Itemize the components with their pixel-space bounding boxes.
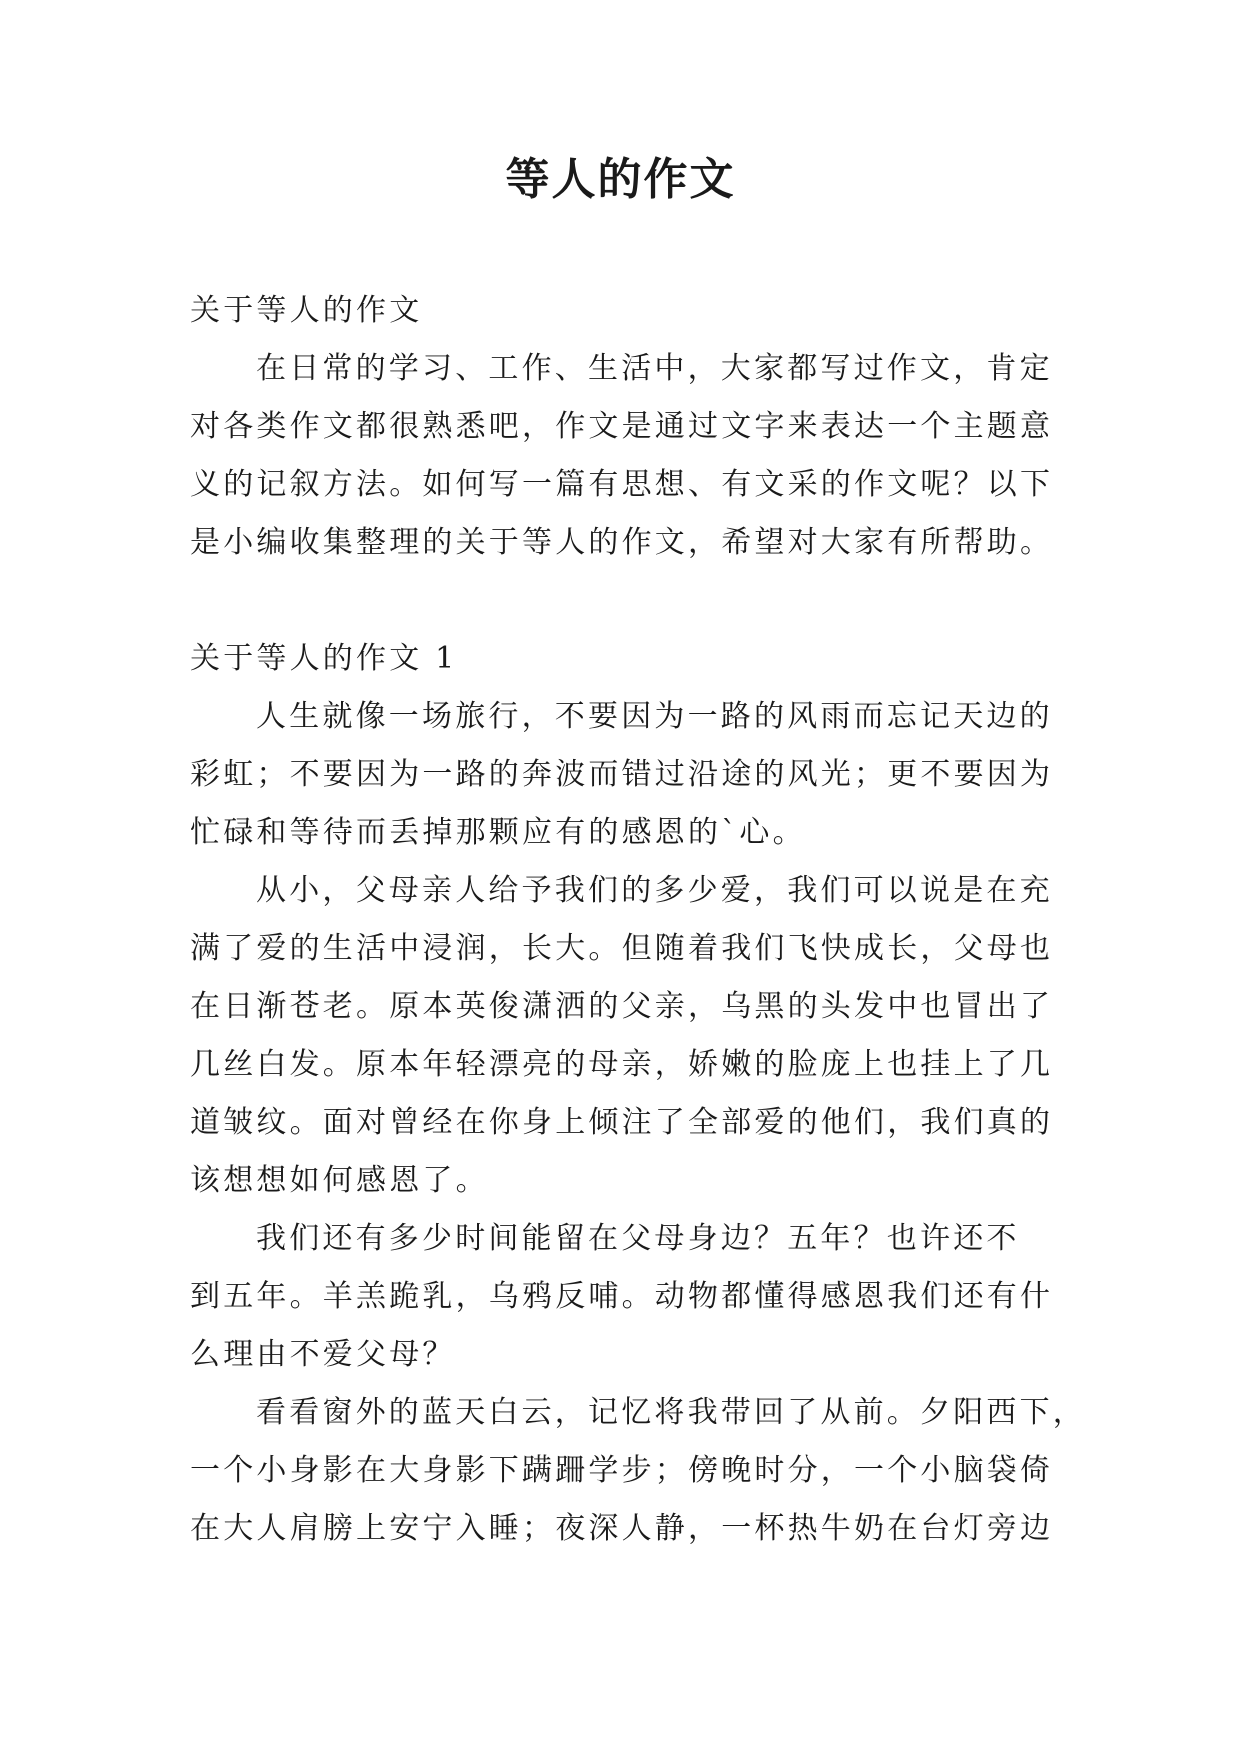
paragraph-line: 一个小身影在大身影下蹒跚学步；傍晚时分，一个小脑袋倚	[190, 1453, 1054, 1488]
paragraph-line: 在大人肩膀上安宁入睡；夜深人静，一杯热牛奶在台灯旁边	[190, 1511, 1054, 1546]
paragraph-line: 在日常的学习、工作、生活中，大家都写过作文，肯定	[256, 351, 1053, 386]
paragraph-line: 在日渐苍老。原本英俊潇洒的父亲，乌黑的头发中也冒出了	[190, 989, 1054, 1024]
paragraph-line: 是小编收集整理的关于等人的作文，希望对大家有所帮助。	[190, 525, 1054, 560]
paragraph-line: 义的记叙方法。如何写一篇有思想、有文采的作文呢？以下	[190, 467, 1054, 502]
section-heading: 关于等人的作文	[190, 293, 423, 328]
document-body	[190, 282, 1086, 1558]
paragraph-line: 几丝白发。原本年轻漂亮的母亲，娇嫩的脸庞上也挂上了几	[190, 1047, 1054, 1082]
paragraph-line: 从小，父母亲人给予我们的多少爱，我们可以说是在充	[256, 873, 1053, 908]
paragraph-line: 到五年。羊羔跪乳，乌鸦反哺。动物都懂得感恩我们还有什	[190, 1279, 1054, 1314]
paragraph-spacer	[190, 572, 1050, 630]
document-title: 等人的作文	[505, 154, 736, 205]
paragraph-line: 满了爱的生活中浸润，长大。但随着我们飞快成长，父母也	[190, 931, 1054, 966]
paragraph-line: 道皱纹。面对曾经在你身上倾注了全部爱的他们，我们真的	[190, 1105, 1054, 1140]
paragraph-line: 彩虹；不要因为一路的奔波而错过沿途的风光；更不要因为	[190, 757, 1054, 792]
paragraph-line: 对各类作文都很熟悉吧，作文是通过文字来表达一个主题意	[190, 409, 1054, 444]
paragraph-line: 看看窗外的蓝天白云，记忆将我带回了从前。夕阳西下，	[256, 1395, 1086, 1430]
section-heading: 关于等人的作文 1	[190, 641, 458, 676]
paragraph-line: 忙碌和等待而丢掉那颗应有的感恩的`心。	[190, 815, 806, 850]
paragraph-line: 我们还有多少时间能留在父母身边？五年？也许还不	[256, 1221, 1020, 1256]
paragraph-line: 人生就像一场旅行，不要因为一路的风雨而忘记天边的	[256, 699, 1053, 734]
paragraph-line: 么理由不爱父母？	[190, 1337, 456, 1372]
paragraph-line: 该想想如何感恩了。	[190, 1163, 489, 1198]
